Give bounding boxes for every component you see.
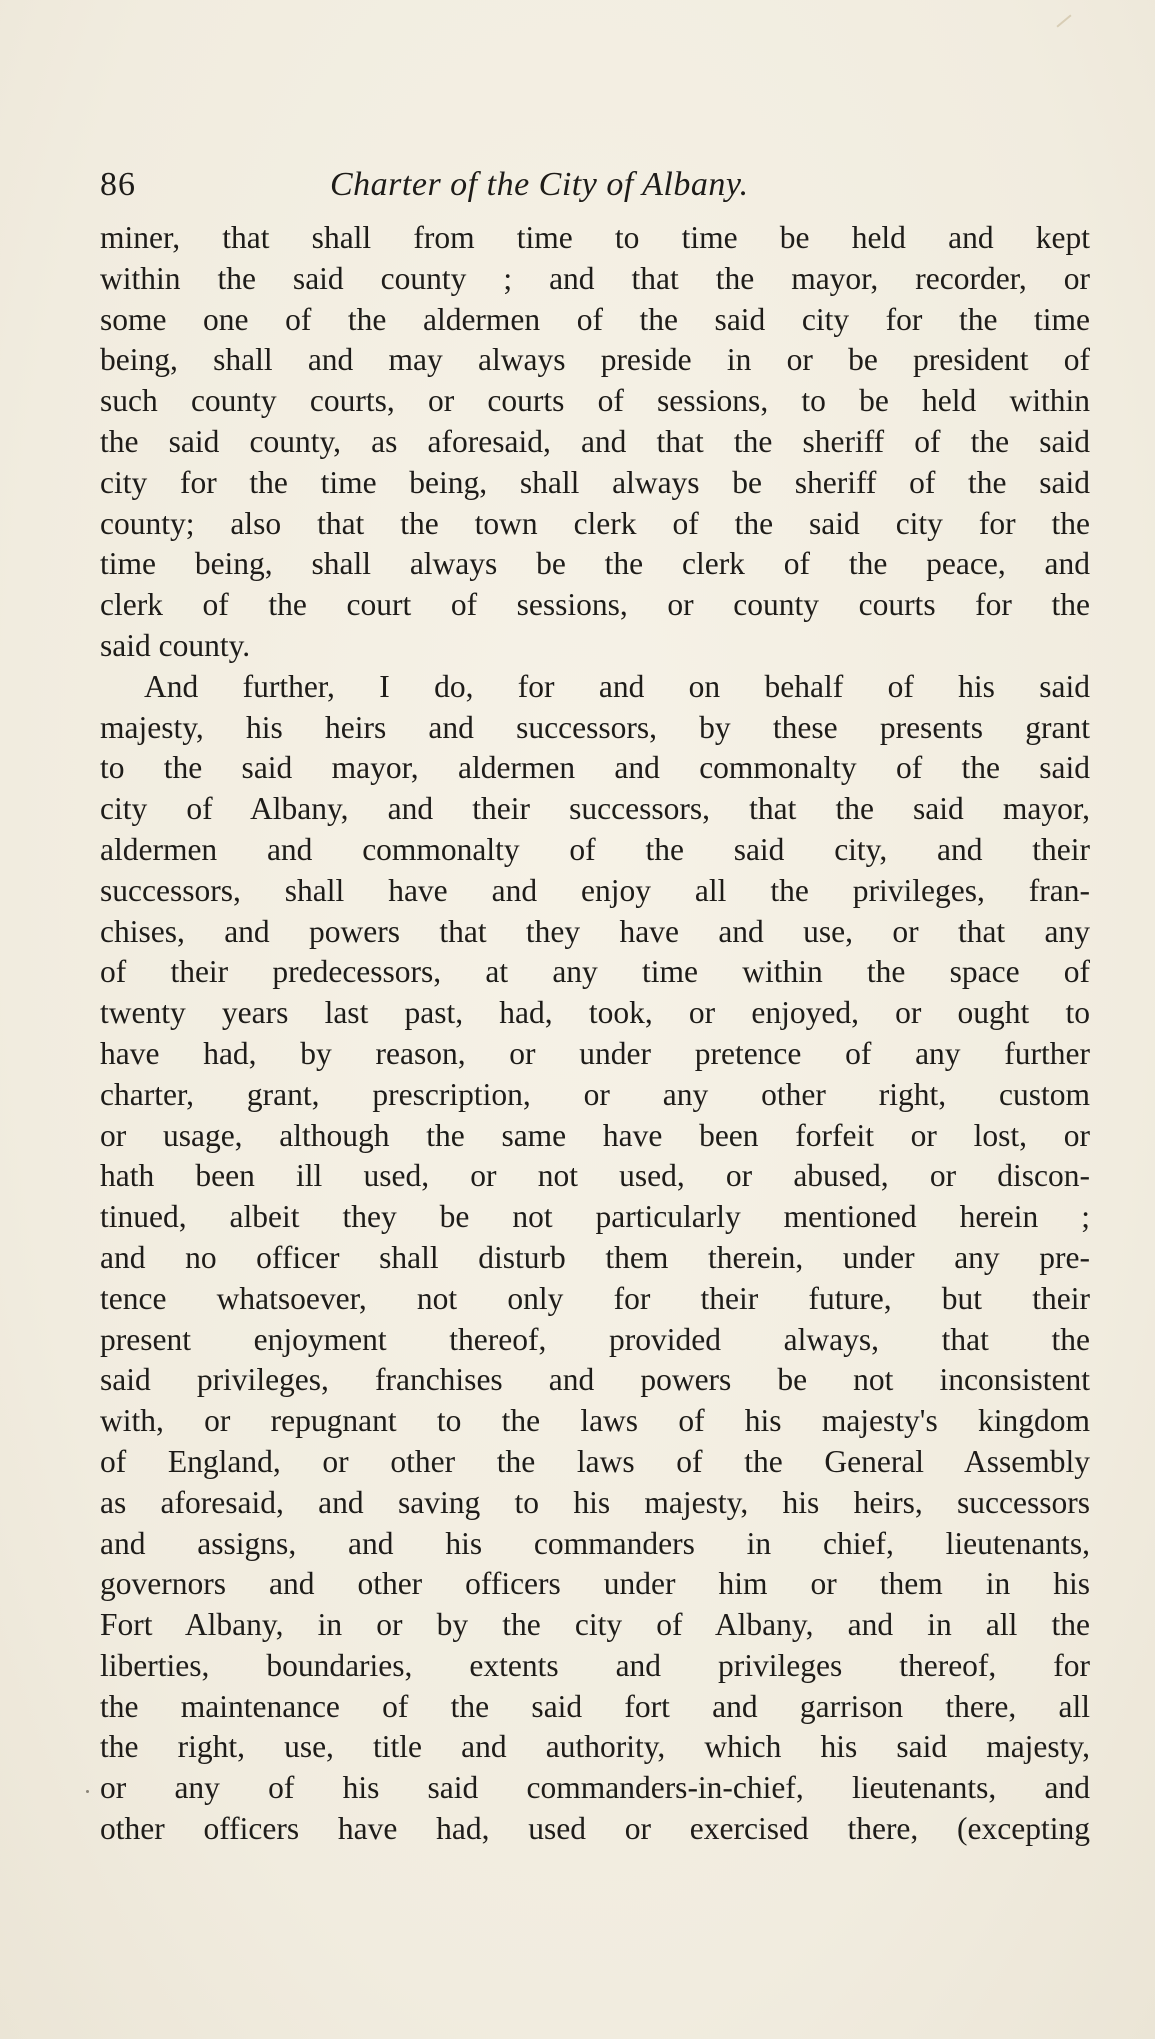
text-line: as aforesaid, and saving to his majesty, his heirs, successors <box>100 1484 1090 1520</box>
text-line: the right, use, title and authority, which his said majesty, <box>100 1729 1090 1765</box>
text-line: aldermen and commonalty of the said city, and their <box>100 831 1090 867</box>
text-line: the said county, as aforesaid, and that the sheriff of the said <box>100 423 1090 459</box>
text-line: miner, that shall from time to time be held and kept <box>100 220 1090 255</box>
text-line: Fort Albany, in or by the city of Albany, and in all the <box>100 1607 1090 1643</box>
text-line: and assigns, and his commanders in chief, lieutenants, <box>100 1525 1090 1561</box>
text-line: of England, or other the laws of the General Assembly <box>100 1443 1090 1479</box>
text-line: city for the time being, shall always be sheriff of the said <box>100 464 1090 500</box>
text-line: have had, by reason, or under pretence of any further <box>100 1035 1090 1071</box>
text-line: or any of his said commanders-in-chief, lieutenants, and <box>100 1770 1090 1806</box>
text-line: said county. <box>100 627 251 663</box>
body-text <box>100 218 1090 1850</box>
text-line: chises, and powers that they have and use, or that any <box>100 913 1090 949</box>
text-line: city of Albany, and their successors, that the said mayor, <box>100 791 1090 827</box>
text-line: present enjoyment thereof, provided always, that the <box>100 1321 1090 1357</box>
text-line: hath been ill used, or not used, or abused, or discon- <box>100 1158 1090 1194</box>
text-line: charter, grant, prescription, or any other right, custom <box>100 1076 1090 1112</box>
running-title: Charter of the City of Albany. <box>330 166 749 203</box>
text-line: other officers have had, used or exercised there, (excepting <box>100 1811 1090 1847</box>
text-line: And further, I do, for and on behalf of his said <box>144 668 1090 704</box>
page-header <box>100 160 1090 210</box>
text-line: clerk of the court of sessions, or county courts for the <box>100 587 1090 623</box>
text-line: governors and other officers under him or them in his <box>100 1566 1090 1602</box>
page-number: 86 <box>100 166 136 203</box>
margin-dot <box>86 1790 89 1793</box>
text-line: majesty, his heirs and successors, by these presents grant <box>100 709 1090 745</box>
text-line: successors, shall have and enjoy all the privileges, fran- <box>100 872 1090 908</box>
text-line: said privileges, franchises and powers be not inconsistent <box>100 1362 1090 1398</box>
text-line: the maintenance of the said fort and garrison there, all <box>100 1688 1090 1724</box>
text-line: some one of the aldermen of the said city for the time <box>100 301 1090 337</box>
text-line: tence whatsoever, not only for their future, but their <box>100 1280 1090 1316</box>
text-line: of their predecessors, at any time within the space of <box>100 954 1090 990</box>
text-line: county; also that the town clerk of the said city for the <box>100 505 1090 541</box>
text-line: tinued, albeit they be not particularly mentioned herein ; <box>100 1199 1090 1235</box>
paragraph-2 <box>100 667 1090 1850</box>
text-line: twenty years last past, had, took, or enjoyed, or ought to <box>100 995 1090 1031</box>
text-line: liberties, boundaries, extents and privileges thereof, for <box>100 1647 1090 1683</box>
text-line: within the said county ; and that the mayor, recorder, or <box>100 260 1090 296</box>
text-line: to the said mayor, aldermen and commonalty of the said <box>100 750 1090 786</box>
text-line: time being, shall always be the clerk of the peace, and <box>100 546 1090 582</box>
text-line: or usage, although the same have been forfeit or lost, or <box>100 1117 1090 1153</box>
text-line: with, or repugnant to the laws of his majesty's kingdom <box>100 1403 1090 1439</box>
page-corner-mark <box>1056 14 1071 27</box>
text-line: such county courts, or courts of sessions, to be held within <box>100 383 1090 419</box>
text-line: being, shall and may always preside in or be president of <box>100 342 1090 378</box>
text-line: and no officer shall disturb them therein, under any pre- <box>100 1239 1090 1275</box>
paragraph-1 <box>100 218 1090 667</box>
